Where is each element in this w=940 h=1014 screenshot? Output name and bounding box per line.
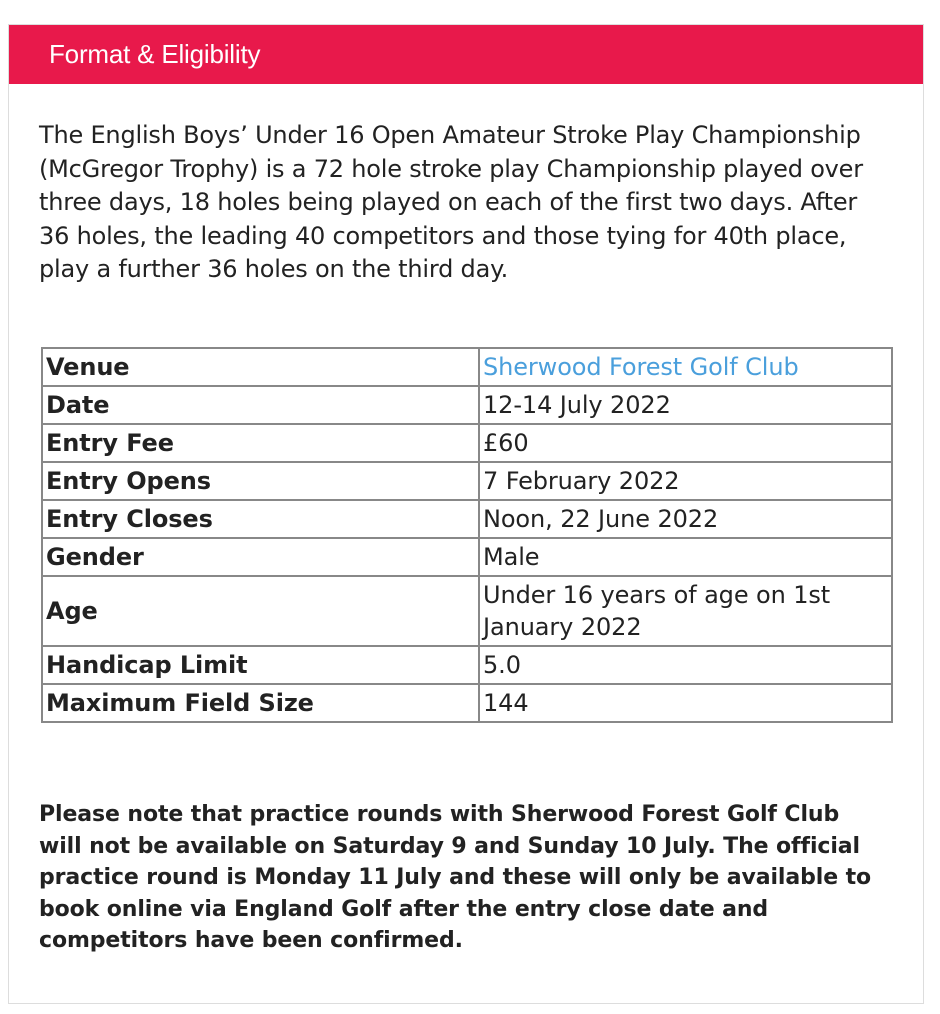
panel-title: Format & Eligibility: [49, 39, 261, 69]
row-label: Date: [42, 386, 479, 424]
row-value: 12-14 July 2022: [479, 386, 892, 424]
row-label: Entry Opens: [42, 462, 479, 500]
row-value: 144: [479, 684, 892, 722]
table-row: [42, 576, 892, 646]
practice-round-note: Please note that practice rounds with Sherwood Forest Golf Club will not be available on Saturday 9 and Sunday 10 July. The official practice round is Monday 11 July and these will only be available to book online via England Golf after the entry close date and competitors have been confirmed.: [39, 802, 872, 953]
table-row: [42, 538, 892, 576]
panel-header: [9, 25, 923, 84]
row-value: Under 16 years of age on 1st January 2022: [479, 576, 892, 646]
table-row: [42, 386, 892, 424]
table-row: [42, 424, 892, 462]
row-label: Venue: [42, 348, 479, 386]
row-value: 5.0: [479, 646, 892, 684]
table-row: [42, 462, 892, 500]
row-value: 7 February 2022: [479, 462, 892, 500]
row-label: Entry Closes: [42, 500, 479, 538]
row-label: Maximum Field Size: [42, 684, 479, 722]
row-label: Handicap Limit: [42, 646, 479, 684]
format-eligibility-panel: [8, 24, 924, 1004]
intro-paragraph: The English Boys’ Under 16 Open Amateur Stroke Play Championship (McGregor Trophy) is a 72 hole stroke play Championship played over three days, 18 holes being played on each of the first two days. After 36 holes, the leading 40 competitors and those tying for 40th place, play a further 36 holes on the third day.: [39, 121, 863, 284]
table-row: [42, 684, 892, 722]
row-value: Noon, 22 June 2022: [479, 500, 892, 538]
table-row: [42, 646, 892, 684]
row-label: Age: [42, 576, 479, 646]
table-row: [42, 500, 892, 538]
table-row: [42, 348, 892, 386]
row-value: [479, 348, 892, 386]
row-label: Entry Fee: [42, 424, 479, 462]
venue-link[interactable]: Sherwood Forest Golf Club: [483, 353, 799, 381]
row-label: Gender: [42, 538, 479, 576]
row-value: £60: [479, 424, 892, 462]
details-table: [41, 347, 893, 723]
row-value: Male: [479, 538, 892, 576]
